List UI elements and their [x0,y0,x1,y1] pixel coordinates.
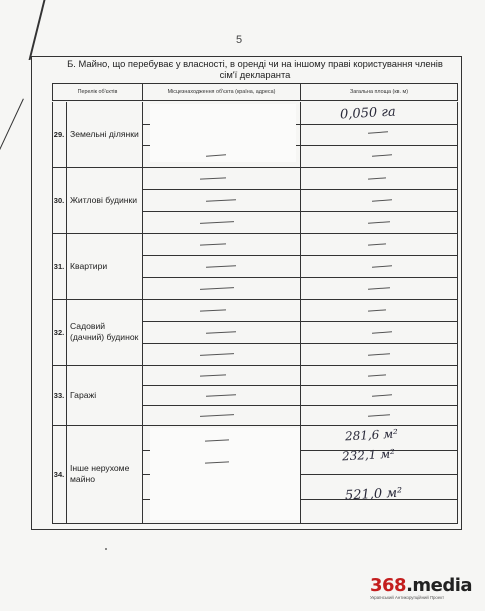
handwritten-area: 232,1 м² [341,446,396,464]
object-type-label: Садовий (дачний) будинок [70,321,139,342]
row-border [52,523,458,524]
sub-row-border [142,321,457,322]
object-type-label: Інше нерухоме майно [70,463,130,484]
row-number: 31. [53,261,65,271]
handwritten-area: 521,0 м² [344,485,403,504]
property-table [52,83,458,101]
redacted-area [150,104,296,162]
section-title: Б. Майно, що перебуває у власності, в оренді чи на іншому праві користування членів сім'ї декларанта [67,58,443,80]
row-number: 33. [53,390,65,400]
page-edge-line [0,99,24,172]
table-border [300,102,301,523]
row-number: 29. [53,130,65,139]
table-border [142,102,143,523]
sub-row-border [142,277,457,278]
row-number: 32. [53,327,65,337]
page-number: 5 [236,34,243,46]
redacted-area [150,428,300,520]
table-border [457,102,458,523]
object-type-label: Квартири [70,260,108,271]
table-border [66,102,67,523]
handwritten-area: 281,6 м² [344,426,399,444]
handwritten-area: 0,050 га [339,104,397,123]
sub-row-border [142,189,457,190]
scan-speck [105,548,107,550]
sub-row-border [142,343,457,344]
page-fold-line [29,0,46,60]
column-header: Загальна площа (кв. м) [301,84,458,101]
watermark-logo [370,575,484,609]
sub-row-border [142,405,457,406]
object-type-label: Земельні ділянки [70,129,139,139]
sub-row-border [142,211,457,212]
object-type-label: Житлові будинки [70,194,138,205]
logo-text: 368.media [370,575,473,596]
column-header: Перелік об'єктів [53,84,143,101]
object-type-label: Гаражі [70,389,97,400]
sub-row-border [142,255,457,256]
sub-row-border [142,385,457,386]
logo-tagline: Український Антикорупційний Проект [370,595,445,600]
row-number: 34. [53,469,65,479]
table-header-row [53,84,458,101]
row-number: 30. [53,195,65,205]
column-header: Місцезнаходження об'єкта (країна, адреса) [143,84,301,101]
